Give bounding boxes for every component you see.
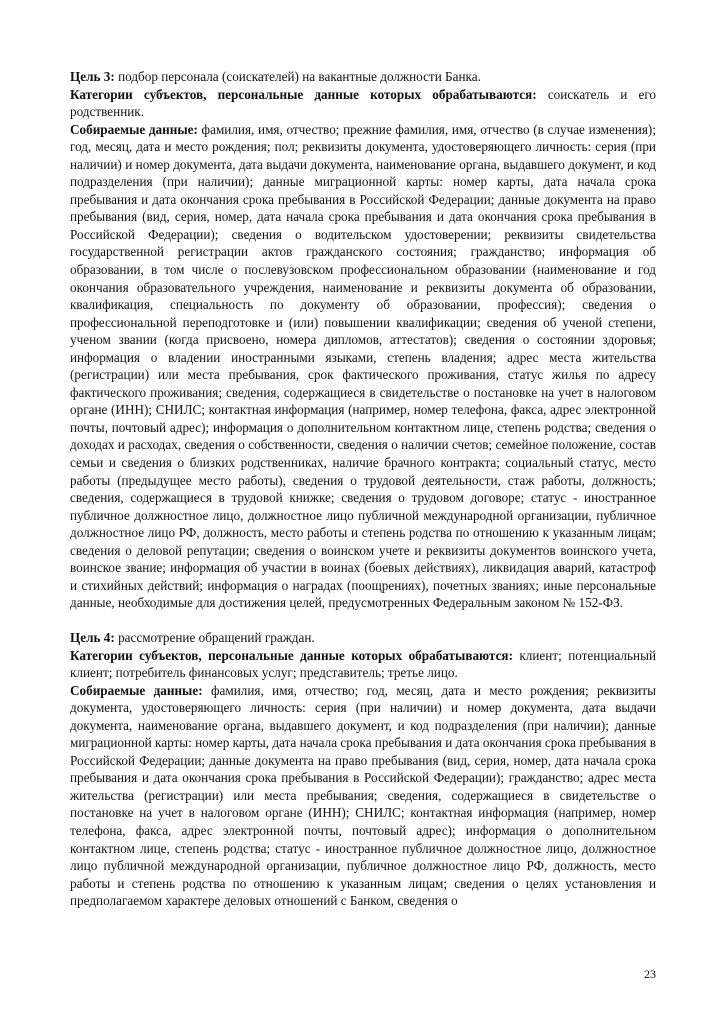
goal-3-text: подбор персонала (соискателей) на вакантные должности Банка. xyxy=(114,69,481,84)
goal-3-data-text: фамилия, имя, отчество; прежние фамилия, имя, отчество (в случае изменения); год, месяц, дата и место рождения; пол; реквизиты документа, удостоверяющего личность: серия (при наличии) и номер документа, дата выдачи документа, наименование органа, выдавшего документ, и код подразделения (при наличии); данные миграционной карты: номер карты, дата начала срока пребывания и дата окончания срока пребывания в Российской Федерации; данные документа на право пребывания (вид, серия, номер, дата начала срока пребывания и дата окончания срока пребывания в Российской Федерации); сведения о водительском удостоверении; реквизиты свидетельства государственной регистрации актов гражданского состояния; гражданство; информация об образовании, в том числе о послевузовском профессиональном образовании (наименование и год окончания образовательного учреждения, наименование и реквизиты документа об образовании, квалификация, специальность по документу об образовании, профессия); сведения о профессиональной переподготовке и (или) повышении квалификации; сведения об ученой степени, ученом звании (когда присвоено, номера дипломов, аттестатов); сведения о состоянии здоровья; информация о владении иностранными языками, степень владения; адрес места жительства (регистрации) или места пребывания, срок фактического проживания, статус жилья по адресу фактического проживания; сведения, содержащиеся в свидетельстве о постановке на учет в налоговом органе (ИНН); СНИЛС; контактная информация (например, номер телефона, факса, адрес электронной почты, почтовый адрес); информация о дополнительном контактном лице, степень родства; сведения о доходах и расходах, сведения о собственности, сведения о наличии счетов; семейное положение, состав семьи и сведения о близких родственниках, наличие брачного контракта; социальный статус, место работы (предыдущее место работы), сведения о трудовой деятельности, стаж работы, должность; сведения, содержащиеся в трудовой книжке; сведения о трудовом договоре; статус - иностранное публичное должностное лицо, должностное лицо публичной международной организации, публичное должностное лицо РФ, должность, место работы и степень родства по отношению к указанным лицам; сведения о деловой репутации; сведения о воинском учете и реквизиты документов воинского учета, воинское звание; информация об участии в воинах (боевых действиях), ликвидация аварий, катастроф и стихийных действий; информация о наградах (поощрениях), почетных званиях; иные персональные данные, необходимые для достижения целей, предусмотренных Федеральным законом № 152-ФЗ. xyxy=(70,121,656,611)
page-number: 23 xyxy=(644,967,656,981)
goal-4-subjects-text: клиент; потенциальный клиент; потребитель финансовых услуг; представитель; третье лицо. xyxy=(70,647,656,681)
goal-4-text: рассмотрение обращений граждан. xyxy=(114,629,315,645)
goal-4-data-label: Собираемые данные: xyxy=(70,682,203,698)
goal-4-label: Цель 4: xyxy=(70,629,115,645)
document-page xyxy=(70,68,656,910)
goal-4-collected-data xyxy=(70,682,656,910)
goal-3-subjects-label: Категории субъектов, персональные данные которых обрабатываются: xyxy=(70,86,537,102)
goal-3-heading xyxy=(70,68,656,86)
goal-4-subjects xyxy=(70,647,656,682)
goal-3-collected-data xyxy=(70,121,656,612)
goal-3-data-label: Собираемые данные: xyxy=(70,121,198,137)
goal-3-subjects-text: соискатель и его родственник. xyxy=(70,86,657,120)
goal-3-subjects xyxy=(70,86,656,121)
goal-4-heading xyxy=(70,629,656,647)
goal-4-subjects-label: Категории субъектов, персональные данные которых обрабатываются: xyxy=(70,647,513,663)
goal-4-data-text: фамилия, имя, отчество; год, месяц, дата и место рождения; реквизиты документа, удостоверяющего личность: серия (при наличии) и номер документа, дата выдачи документа, наименование органа, выдавшего документ, и код подразделения (при наличии); данные миграционной карты: номер карты, дата начала срока пребывания и дата окончания срока пребывания в Российской Федерации; данные документа на право пребывания (вид, серия, номер, дата начала срока пребывания и дата окончания срока пребывания в Российской Федерации); гражданство; адрес места жительства (регистрации) или места пребывания; сведения, содержащиеся в свидетельстве о постановке на учет в налоговом органе (ИНН); СНИЛС; контактная информация (например, номер телефона, факса, адрес электронной почты, почтовый адрес); информация о дополнительном контактном лице, степень родства; статус - иностранное публичное должностное лицо, должностное лицо публичной международной организации, публичное должностное лицо РФ, должность, место работы и степень родства по отношению к указанным лицам; сведения о целях установления и предполагаемом характере деловых отношений с Банком, сведения о xyxy=(70,682,657,909)
goal-3-label: Цель 3: xyxy=(70,69,115,84)
section-gap xyxy=(70,612,656,629)
